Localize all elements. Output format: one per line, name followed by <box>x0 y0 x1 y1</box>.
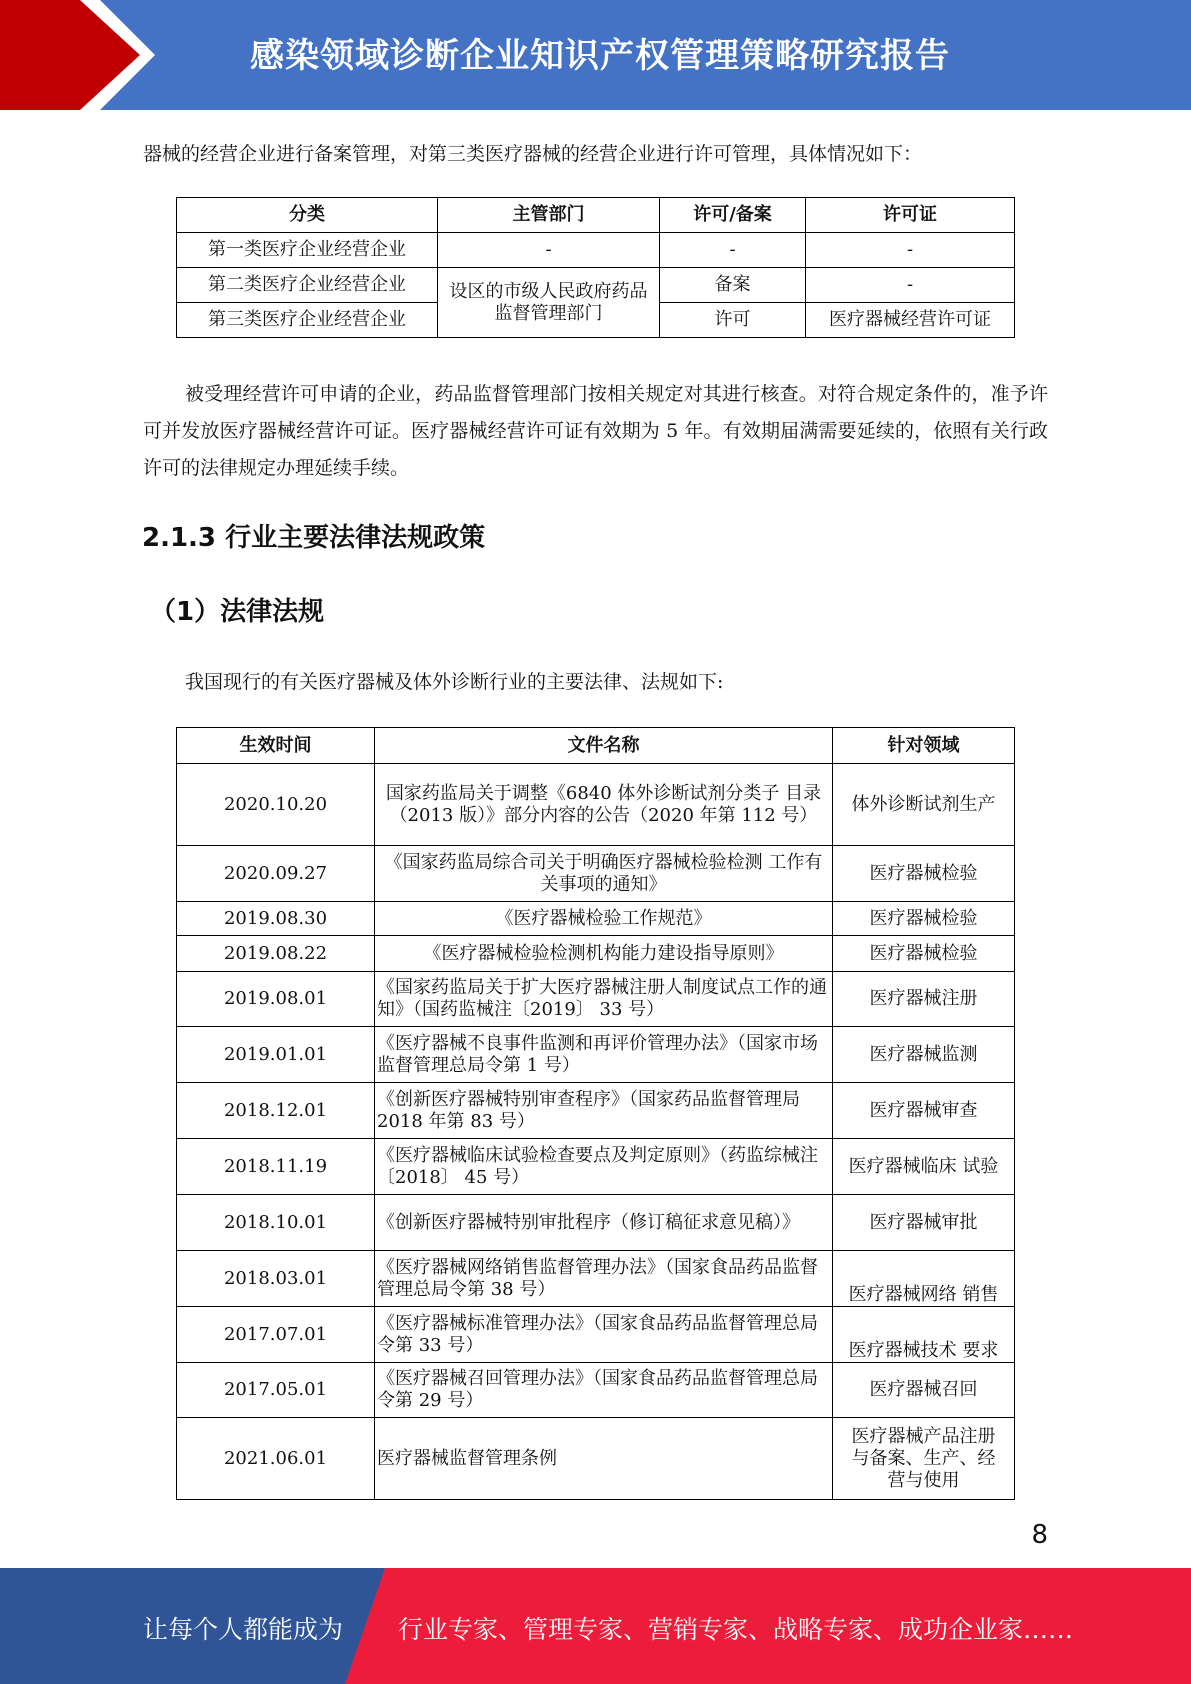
table-row <box>177 1139 1015 1195</box>
date-cell: 2019.08.30 <box>177 902 375 936</box>
date-cell: 2018.10.01 <box>177 1195 375 1251</box>
date-cell: 2017.05.01 <box>177 1363 375 1418</box>
table-row <box>177 1083 1015 1139</box>
intro-paragraph: 器械的经营企业进行备案管理，对第三类医疗器械的经营企业进行许可管理，具体情况如下： <box>143 143 923 165</box>
table-header-cell: 分类 <box>177 198 438 233</box>
document-name-cell: 《创新医疗器械特别审查程序》（国家药品监督管理局 2018 年第 83 号） <box>375 1083 833 1139</box>
page-footer <box>0 1568 1191 1684</box>
table-header-cell: 许可/备案 <box>660 198 806 233</box>
document-name-cell: 《医疗器械检验工作规范》 <box>375 902 833 936</box>
date-cell: 2019.01.01 <box>177 1027 375 1083</box>
date-cell: 2019.08.22 <box>177 936 375 972</box>
field-cell: 医疗器械技术 要求 <box>833 1307 1015 1363</box>
license-cell: - <box>806 233 1015 268</box>
table-row <box>177 1251 1015 1307</box>
document-name-cell: 《医疗器械临床试验检查要点及判定原则》（药监综械注〔2018〕 45 号） <box>375 1139 833 1195</box>
type-cell: 许可 <box>660 303 806 338</box>
document-name-cell: 医疗器械监督管理条例 <box>375 1418 833 1500</box>
field-cell: 医疗器械检验 <box>833 902 1015 936</box>
table-header-row <box>177 198 1015 233</box>
table-row <box>177 1027 1015 1083</box>
regulations-table <box>176 727 1015 1500</box>
field-cell: 医疗器械产品注册与备案、生产、经营与使用 <box>833 1418 1015 1500</box>
date-cell: 2018.03.01 <box>177 1251 375 1307</box>
table-row <box>177 1363 1015 1418</box>
table-row <box>177 1418 1015 1500</box>
date-cell: 2019.08.01 <box>177 972 375 1027</box>
table-row <box>177 1195 1015 1251</box>
table-header-cell: 许可证 <box>806 198 1015 233</box>
section-heading: 2.1.3 行业主要法律法规政策 <box>142 523 486 553</box>
type-cell: - <box>660 233 806 268</box>
table-row <box>177 268 1015 303</box>
date-cell: 2017.07.01 <box>177 1307 375 1363</box>
field-cell: 医疗器械临床 试验 <box>833 1139 1015 1195</box>
document-name-cell: 《国家药监局关于扩大医疗器械注册人制度试点工作的通知》（国药监械注〔2019〕 33 号） <box>375 972 833 1027</box>
category-cell: 第二类医疗企业经营企业 <box>177 268 438 303</box>
table-row <box>177 1307 1015 1363</box>
document-name-cell: 《医疗器械网络销售监督管理办法》（国家食品药品监督管理总局令第 38 号） <box>375 1251 833 1307</box>
footer-slogan-right: 行业专家、管理专家、营销专家、战略专家、成功企业家…… <box>398 1615 1074 1644</box>
body-paragraph: 被受理经营许可申请的企业，药品监督管理部门按相关规定对其进行核查。对符合规定条件的，准予许可并发放医疗器械经营许可证。医疗器械经营许可证有效期为 5 年。有效期届满需要延续的，依照有关行政许可的法律规定办理延续手续。 <box>143 383 1048 479</box>
field-cell: 医疗器械召回 <box>833 1363 1015 1418</box>
license-table <box>176 197 1015 338</box>
header-title: 感染领域诊断企业知识产权管理策略研究报告 <box>250 36 950 76</box>
field-cell: 医疗器械审批 <box>833 1195 1015 1251</box>
category-cell: 第三类医疗企业经营企业 <box>177 303 438 338</box>
field-cell: 医疗器械注册 <box>833 972 1015 1027</box>
category-cell: 第一类医疗企业经营企业 <box>177 233 438 268</box>
document-name-cell: 国家药监局关于调整《6840 体外诊断试剂分类子 目录（2013 版）》部分内容的公告（2020 年第 112 号） <box>375 764 833 846</box>
document-name-cell: 《医疗器械召回管理办法》（国家食品药品监督管理总局令第 29 号） <box>375 1363 833 1418</box>
document-name-cell: 《国家药监局综合司关于明确医疗器械检验检测 工作有关事项的通知》 <box>375 846 833 902</box>
table-header-cell: 主管部门 <box>438 198 660 233</box>
field-cell: 医疗器械监测 <box>833 1027 1015 1083</box>
table-row <box>177 764 1015 846</box>
table-row <box>177 936 1015 972</box>
field-cell: 体外诊断试剂生产 <box>833 764 1015 846</box>
field-cell: 医疗器械网络 销售 <box>833 1251 1015 1307</box>
license-cell: 医疗器械经营许可证 <box>806 303 1015 338</box>
field-cell: 医疗器械检验 <box>833 936 1015 972</box>
type-cell: 备案 <box>660 268 806 303</box>
field-cell: 医疗器械检验 <box>833 846 1015 902</box>
document-name-cell: 《医疗器械标准管理办法》（国家食品药品监督管理总局令第 33 号） <box>375 1307 833 1363</box>
document-name-cell: 《医疗器械不良事件监测和再评价管理办法》（国家市场监督管理总局令第 1 号） <box>375 1027 833 1083</box>
table-header-row <box>177 728 1015 764</box>
field-cell: 医疗器械审查 <box>833 1083 1015 1139</box>
table-row <box>177 972 1015 1027</box>
document-name-cell: 《医疗器械检验检测机构能力建设指导原则》 <box>375 936 833 972</box>
dept-cell: 设区的市级人民政府药品监督管理部门 <box>438 268 660 338</box>
license-cell: - <box>806 268 1015 303</box>
subsection-heading: （1）法律法规 <box>150 597 325 627</box>
table-header-cell: 文件名称 <box>375 728 833 764</box>
header-arrow-decoration <box>0 0 260 110</box>
page-number: 8 <box>1031 1520 1048 1550</box>
table-header-cell: 生效时间 <box>177 728 375 764</box>
body-paragraph: 我国现行的有关医疗器械及体外诊断行业的主要法律、法规如下: <box>185 671 724 693</box>
date-cell: 2020.09.27 <box>177 846 375 902</box>
table-row <box>177 902 1015 936</box>
date-cell: 2018.12.01 <box>177 1083 375 1139</box>
footer-slogan-left: 让每个人都能成为 <box>143 1615 344 1644</box>
table-row <box>177 846 1015 902</box>
page-header <box>0 0 1191 110</box>
table-header-cell: 针对领域 <box>833 728 1015 764</box>
date-cell: 2020.10.20 <box>177 764 375 846</box>
document-name-cell: 《创新医疗器械特别审批程序（修订稿征求意见稿）》 <box>375 1195 833 1251</box>
date-cell: 2021.06.01 <box>177 1418 375 1500</box>
date-cell: 2018.11.19 <box>177 1139 375 1195</box>
table-row <box>177 233 1015 268</box>
dept-cell: - <box>438 233 660 268</box>
